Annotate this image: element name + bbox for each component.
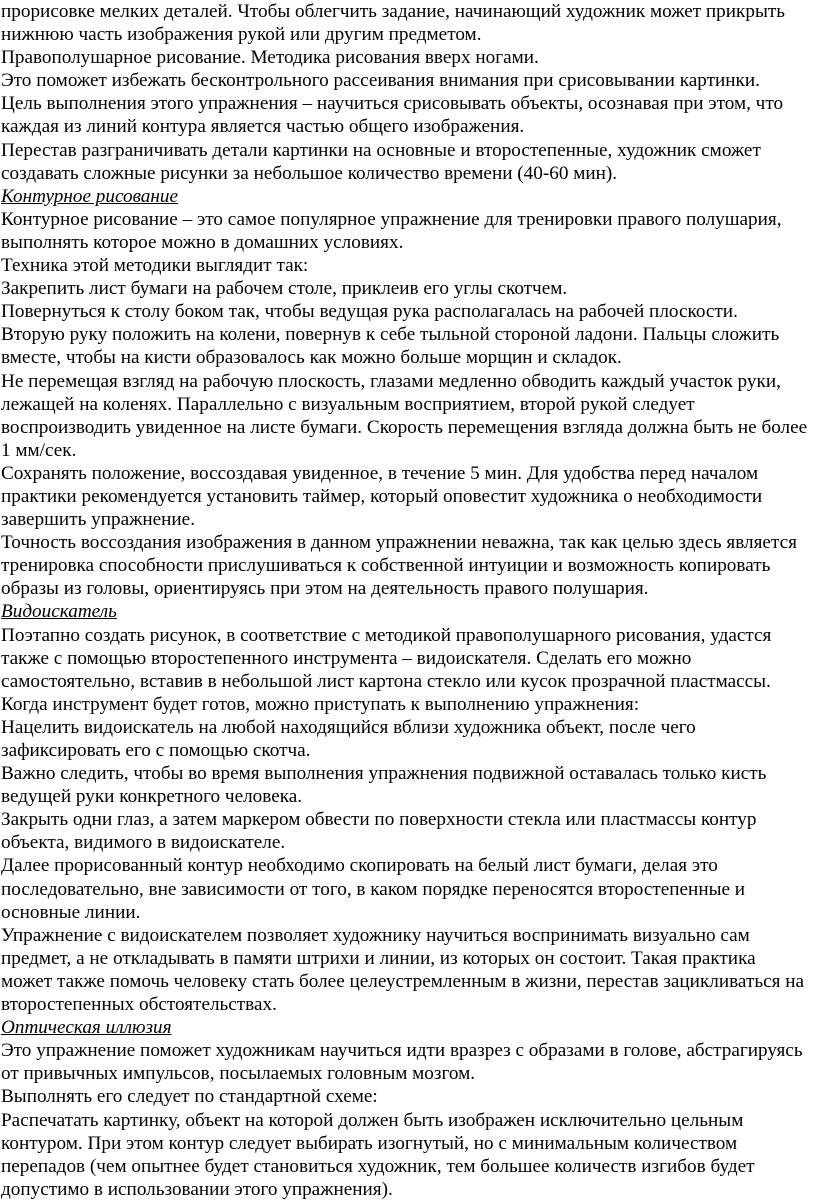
paragraph: Закрепить лист бумаги на рабочем столе, приклеив его углы скотчем. (1, 278, 568, 300)
section-heading-optical-illusion: Оптическая иллюзия (1, 1017, 172, 1039)
paragraph: Выполнять его следует по стандартной схеме: (1, 1086, 378, 1108)
paragraph: прорисовке мелких деталей. Чтобы облегчить задание, начинающий художник может прикрыть нижнюю часть изображения рукой или другим предметом. (1, 1, 785, 46)
paragraph: Точность воссоздания изображения в данном упражнении неважна, так как целью здесь является тренировка способности прислушиваться к собственной интуиции и возможность копировать образы из головы, ориентируясь при этом на деятельность правого полушария. (1, 532, 797, 600)
paragraph: Сохранять положение, воссоздавая увиденное, в течение 5 мин. Для удобства перед началом практики рекомендуется установить таймер, который оповестит художника о необходимости завершить упражнение. (1, 462, 763, 531)
section-heading-viewfinder: Видоискатель (1, 601, 117, 623)
section-heading-contour-drawing: Контурное рисование (1, 185, 179, 207)
paragraph: Нацелить видоискатель на любой находящийся вблизи художника объект, после чего зафиксировать его с помощью скотча. (1, 716, 696, 761)
paragraph: Важно следить, чтобы во время выполнения упражнения подвижной оставалась только кисть ведущей руки конкретного человека. (1, 763, 767, 808)
paragraph: Цель выполнения этого упражнения – научиться срисовывать объекты, осознавая при этом, что каждая из линий контура является частью общего изображения. (1, 93, 784, 138)
paragraph: Упражнение с видоискателем позволяет художнику научиться воспринимать визуально сам предмет, а не откладывать в памяти штрихи и линии, из которых он состоит. Такая практика может также помочь человеку стать более целеустремленным в жизни, перестав зацикливаться на второстепенных обстоятельствах. (1, 924, 804, 1016)
paragraph: Контурное рисование – это самое популярное упражнение для тренировки правого полушария, выполнять которое можно в домашних условиях. (1, 208, 782, 253)
paragraph: Техника этой методики выглядит так: (1, 255, 309, 277)
paragraph: Поэтапно создать рисунок, в соответствие с методикой правополушарного рисования, удастся также с помощью второстепенного инструмента – видоискателя. Сделать его можно самостоятельно, вставив в небольшой лист картона стекло или кусок прозрачной пластмассы. (1, 624, 772, 692)
paragraph: Далее прорисованный контур необходимо скопировать на белый лист бумаги, делая это последовательно, вне зависимости от того, в каком порядке переносятся второстепенные и основные линии. (1, 855, 746, 923)
paragraph: Вторую руку положить на колени, повернув к себе тыльной стороной ладони. Пальцы сложить вместе, чтобы на кисти образовалось как можно больше морщин и складок. (1, 324, 780, 369)
paragraph: Это упражнение поможет художникам научиться идти вразрез с образами в голове, абстрагируясь от привычных импульсов, посылаемых головным мозгом. (1, 1040, 803, 1085)
paragraph: Это поможет избежать бесконтрольного рассеивания внимания при срисовывании картинки. (1, 70, 760, 92)
paragraph: Не перемещая взгляд на рабочую плоскость, глазами медленно обводить каждый участок руки, лежащей на коленях. Параллельно с визуальным восприятием, второй рукой следует воспроизводить увиденное на листе бумаги. Скорость перемещения взгляда должна быть не более 1 мм/сек. (1, 370, 808, 461)
paragraph: Закрыть одни глаз, а затем маркером обвести по поверхности стекла или пластмассы контур объекта, видимого в видоискателе. (1, 809, 757, 854)
paragraph: Распечатать картинку, объект на которой должен быть изображен исключительно цельным контуром. При этом контур следует выбирать изогнутый, но с минимальным количеством перепадов (чем опытнее будет становиться художник, тем большее количеств изгибов будет допустимо в использовании этого упражнения). (1, 1109, 755, 1200)
paragraph: Перестав разграничивать детали картинки на основные и второстепенные, художник сможет создавать сложные рисунки за небольшое количество времени (40-60 мин). (1, 139, 761, 184)
paragraph: Повернуться к столу боком так, чтобы ведущая рука располагалась на рабочей плоскости. (1, 301, 738, 323)
paragraph: Правополушарное рисование. Методика рисования вверх ногами. (1, 47, 539, 69)
paragraph: Когда инструмент будет готов, можно приступать к выполнению упражнения: (1, 693, 640, 715)
